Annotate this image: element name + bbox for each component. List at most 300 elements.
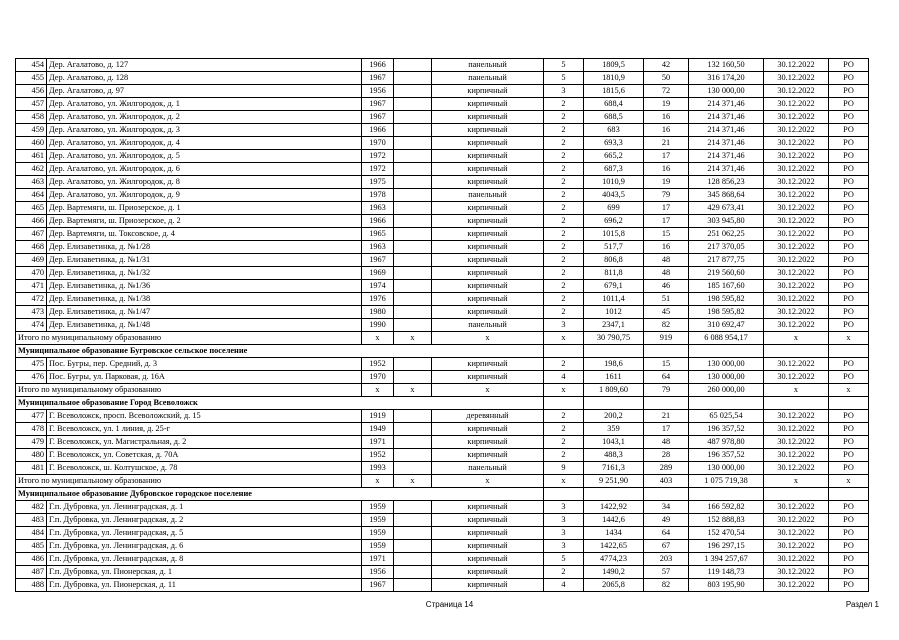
area-cell: 1010,9 (584, 176, 644, 189)
apartments-cell: 64 (644, 371, 689, 384)
year-cell: 1972 (362, 150, 394, 163)
address-cell: Дер. Агалатово, ул. Жилгородок, д. 3 (47, 124, 362, 137)
material-cell: панельный (432, 462, 544, 475)
floors-cell: 2 (544, 215, 584, 228)
extra-cell (394, 254, 432, 267)
table-row (16, 267, 869, 280)
row-number: 486 (16, 553, 47, 566)
floors-cell: 3 (544, 540, 584, 553)
type-cell: РО (829, 98, 869, 111)
address-cell: Дер. Агалатово, ул. Жилгородок, д. 2 (47, 111, 362, 124)
material-cell: кирпичный (432, 163, 544, 176)
floors-cell: 2 (544, 202, 584, 215)
type-cell: РО (829, 410, 869, 423)
date-cell: 30.12.2022 (764, 410, 829, 423)
date-cell: x (764, 332, 829, 345)
row-number: 481 (16, 462, 47, 475)
extra-cell (394, 280, 432, 293)
apartments-cell: 48 (644, 436, 689, 449)
floors-cell: 2 (544, 280, 584, 293)
date-cell: 30.12.2022 (764, 527, 829, 540)
address-cell: Дер. Агалатово, ул. Жилгородок, д. 6 (47, 163, 362, 176)
year-cell: 1919 (362, 410, 394, 423)
empty-cell (689, 397, 764, 410)
date-cell: 30.12.2022 (764, 98, 829, 111)
row-number: 482 (16, 501, 47, 514)
year-cell: 1980 (362, 306, 394, 319)
material-cell: кирпичный (432, 293, 544, 306)
year-cell: 1959 (362, 527, 394, 540)
extra-cell (394, 189, 432, 202)
year-cell: 1966 (362, 124, 394, 137)
area-cell: 679,1 (584, 280, 644, 293)
material-cell: деревянный (432, 410, 544, 423)
year-cell: 1971 (362, 553, 394, 566)
apartments-cell: 17 (644, 423, 689, 436)
address-cell: Г.п. Дубровка, ул. Ленинградская, д. 8 (47, 553, 362, 566)
apartments-cell: 72 (644, 85, 689, 98)
year-cell: 1966 (362, 215, 394, 228)
floors-cell: 5 (544, 59, 584, 72)
area-cell: 9 251,90 (584, 475, 644, 488)
floors-cell: 2 (544, 254, 584, 267)
year-cell: 1970 (362, 371, 394, 384)
type-cell: РО (829, 306, 869, 319)
table-row (16, 137, 869, 150)
area-cell: 2065,8 (584, 579, 644, 592)
address-cell: Дер. Елизаветинка, д. №1/48 (47, 319, 362, 332)
floors-cell: 2 (544, 293, 584, 306)
extra-cell (394, 462, 432, 475)
table-row (16, 202, 869, 215)
page-number: Страница 14 (425, 600, 474, 609)
empty-cell (764, 397, 829, 410)
year-cell: 1967 (362, 579, 394, 592)
empty-cell (764, 345, 829, 358)
table-row (16, 59, 869, 72)
address-cell: Дер. Елизаветинка, д. №1/28 (47, 241, 362, 254)
address-cell: Г.п. Дубровка, ул. Пионерская, д. 1 (47, 566, 362, 579)
apartments-cell: 82 (644, 319, 689, 332)
row-number: 458 (16, 111, 47, 124)
table-row (16, 514, 869, 527)
table-row (16, 293, 869, 306)
address-cell: Дер. Елизаветинка, д. №1/36 (47, 280, 362, 293)
type-cell: РО (829, 163, 869, 176)
cost-cell: 6 088 954,17 (689, 332, 764, 345)
table-row (16, 436, 869, 449)
address-cell: Г.п. Дубровка, ул. Пионерская, д. 11 (47, 579, 362, 592)
apartments-cell: 49 (644, 514, 689, 527)
date-cell: 30.12.2022 (764, 436, 829, 449)
extra-cell (394, 163, 432, 176)
apartments-cell: 17 (644, 215, 689, 228)
cost-cell: 214 371,46 (689, 98, 764, 111)
extra-cell (394, 553, 432, 566)
empty-cell (829, 345, 869, 358)
extra-cell: x (394, 475, 432, 488)
table-row (16, 449, 869, 462)
address-cell: Г.п. Дубровка, ул. Ленинградская, д. 1 (47, 501, 362, 514)
section-title: Муниципальное образование Город Всеволожск (16, 397, 544, 410)
year-cell: x (362, 384, 394, 397)
address-cell: Г. Всеволожск, просп. Всеволожский, д. 15 (47, 410, 362, 423)
row-number: 462 (16, 163, 47, 176)
row-number: 472 (16, 293, 47, 306)
year-cell: 1967 (362, 98, 394, 111)
table-row (16, 254, 869, 267)
type-cell: РО (829, 59, 869, 72)
table-row (16, 280, 869, 293)
row-number: 456 (16, 85, 47, 98)
row-number: 461 (16, 150, 47, 163)
floors-cell: 2 (544, 241, 584, 254)
row-number: 475 (16, 358, 47, 371)
area-cell: 1611 (584, 371, 644, 384)
row-number: 476 (16, 371, 47, 384)
address-cell: Дер. Агалатово, ул. Жилгородок, д. 9 (47, 189, 362, 202)
row-number: 478 (16, 423, 47, 436)
date-cell: 30.12.2022 (764, 280, 829, 293)
apartments-cell: 48 (644, 254, 689, 267)
extra-cell (394, 436, 432, 449)
apartments-cell: 403 (644, 475, 689, 488)
type-cell: РО (829, 553, 869, 566)
table-row (16, 540, 869, 553)
year-cell: 1965 (362, 228, 394, 241)
apartments-cell: 34 (644, 501, 689, 514)
cost-cell: 119 148,73 (689, 566, 764, 579)
extra-cell (394, 371, 432, 384)
cost-cell: 130 000,00 (689, 358, 764, 371)
apartments-cell: 67 (644, 540, 689, 553)
extra-cell (394, 566, 432, 579)
year-cell: 1956 (362, 85, 394, 98)
year-cell: 1959 (362, 540, 394, 553)
material-cell: кирпичный (432, 514, 544, 527)
year-cell: x (362, 332, 394, 345)
cost-cell: 1 075 719,38 (689, 475, 764, 488)
extra-cell (394, 319, 432, 332)
apartments-cell: 289 (644, 462, 689, 475)
address-cell: Дер. Агалатово, ул. Жилгородок, д. 4 (47, 137, 362, 150)
cost-cell: 185 167,60 (689, 280, 764, 293)
cost-cell: 345 868,64 (689, 189, 764, 202)
material-cell: панельный (432, 189, 544, 202)
empty-cell (644, 397, 689, 410)
row-number: 487 (16, 566, 47, 579)
address-cell: Г.п. Дубровка, ул. Ленинградская, д. 5 (47, 527, 362, 540)
year-cell: 1971 (362, 436, 394, 449)
floors-cell: 2 (544, 111, 584, 124)
cost-cell: 303 945,80 (689, 215, 764, 228)
row-number: 467 (16, 228, 47, 241)
year-cell: 1952 (362, 358, 394, 371)
floors-cell: 2 (544, 228, 584, 241)
apartments-cell: 82 (644, 579, 689, 592)
floors-cell: 3 (544, 501, 584, 514)
address-cell: Дер. Агалатово, д. 127 (47, 59, 362, 72)
floors-cell: 2 (544, 163, 584, 176)
type-cell: РО (829, 85, 869, 98)
material-cell: панельный (432, 72, 544, 85)
address-cell: Дер. Елизаветинка, д. №1/47 (47, 306, 362, 319)
area-cell: 1815,6 (584, 85, 644, 98)
type-cell: РО (829, 371, 869, 384)
area-cell: 688,5 (584, 111, 644, 124)
cost-cell: 214 371,46 (689, 124, 764, 137)
area-cell: 517,7 (584, 241, 644, 254)
date-cell: 30.12.2022 (764, 358, 829, 371)
cost-cell: 128 856,23 (689, 176, 764, 189)
table-row (16, 358, 869, 371)
material-cell: кирпичный (432, 85, 544, 98)
type-cell: РО (829, 150, 869, 163)
type-cell: РО (829, 579, 869, 592)
cost-cell: 214 371,46 (689, 137, 764, 150)
empty-cell (584, 345, 644, 358)
table-row (16, 553, 869, 566)
empty-cell (829, 397, 869, 410)
type-cell: РО (829, 189, 869, 202)
row-number: 484 (16, 527, 47, 540)
table-row (16, 85, 869, 98)
year-cell: 1963 (362, 202, 394, 215)
type-cell: РО (829, 137, 869, 150)
material-cell: кирпичный (432, 436, 544, 449)
extra-cell: x (394, 384, 432, 397)
address-cell: Дер. Агалатово, д. 97 (47, 85, 362, 98)
date-cell: 30.12.2022 (764, 137, 829, 150)
floors-cell: 3 (544, 514, 584, 527)
extra-cell (394, 137, 432, 150)
area-cell: 1810,9 (584, 72, 644, 85)
area-cell: 1809,5 (584, 59, 644, 72)
area-cell: 1490,2 (584, 566, 644, 579)
material-cell: кирпичный (432, 176, 544, 189)
address-cell: Дер. Елизаветинка, д. №1/38 (47, 293, 362, 306)
type-cell: РО (829, 566, 869, 579)
row-number: 488 (16, 579, 47, 592)
area-cell: 687,3 (584, 163, 644, 176)
type-cell: РО (829, 241, 869, 254)
apartments-cell: 16 (644, 111, 689, 124)
floors-cell: 5 (544, 72, 584, 85)
material-cell: кирпичный (432, 449, 544, 462)
material-cell: кирпичный (432, 501, 544, 514)
table-row (16, 176, 869, 189)
date-cell: 30.12.2022 (764, 150, 829, 163)
date-cell: 30.12.2022 (764, 72, 829, 85)
cost-cell: 196 297,15 (689, 540, 764, 553)
area-cell: 359 (584, 423, 644, 436)
extra-cell (394, 124, 432, 137)
apartments-cell: 19 (644, 98, 689, 111)
date-cell: 30.12.2022 (764, 371, 829, 384)
area-cell: 4774,23 (584, 553, 644, 566)
year-cell: 1972 (362, 163, 394, 176)
row-number: 474 (16, 319, 47, 332)
row-number: 471 (16, 280, 47, 293)
date-cell: 30.12.2022 (764, 176, 829, 189)
date-cell: x (764, 475, 829, 488)
material-cell: кирпичный (432, 111, 544, 124)
apartments-cell: 17 (644, 150, 689, 163)
material-cell: кирпичный (432, 137, 544, 150)
empty-cell (584, 488, 644, 501)
cost-cell: 132 160,50 (689, 59, 764, 72)
area-cell: 1015,8 (584, 228, 644, 241)
cost-cell: 429 673,41 (689, 202, 764, 215)
apartments-cell: 15 (644, 228, 689, 241)
total-row (16, 384, 869, 397)
section-title: Муниципальное образование Дубровское городское поселение (16, 488, 544, 501)
type-cell: x (829, 332, 869, 345)
extra-cell (394, 579, 432, 592)
table-row (16, 215, 869, 228)
cost-cell: 217 370,05 (689, 241, 764, 254)
material-cell: кирпичный (432, 228, 544, 241)
date-cell: x (764, 384, 829, 397)
type-cell: РО (829, 293, 869, 306)
material-cell: панельный (432, 59, 544, 72)
empty-cell (689, 345, 764, 358)
date-cell: 30.12.2022 (764, 85, 829, 98)
type-cell: РО (829, 124, 869, 137)
area-cell: 1434 (584, 527, 644, 540)
type-cell: РО (829, 280, 869, 293)
floors-cell: 2 (544, 267, 584, 280)
cost-cell: 1 394 257,67 (689, 553, 764, 566)
cost-cell: 219 560,60 (689, 267, 764, 280)
row-number: 460 (16, 137, 47, 150)
cost-cell: 198 595,82 (689, 306, 764, 319)
extra-cell (394, 423, 432, 436)
cost-cell: 130 000,00 (689, 371, 764, 384)
address-cell: Дер. Агалатово, ул. Жилгородок, д. 5 (47, 150, 362, 163)
area-cell: 30 790,75 (584, 332, 644, 345)
row-number: 459 (16, 124, 47, 137)
extra-cell (394, 540, 432, 553)
address-cell: Пос. Бугры, ул. Парковая, д. 16А (47, 371, 362, 384)
date-cell: 30.12.2022 (764, 449, 829, 462)
table-row (16, 150, 869, 163)
material-cell: кирпичный (432, 540, 544, 553)
empty-cell (584, 397, 644, 410)
address-cell: Дер. Вартемяги, ш. Приозерское, д. 1 (47, 202, 362, 215)
area-cell: 2347,1 (584, 319, 644, 332)
total-row (16, 332, 869, 345)
empty-cell (644, 488, 689, 501)
type-cell: РО (829, 319, 869, 332)
row-number: 469 (16, 254, 47, 267)
year-cell: 1993 (362, 462, 394, 475)
cost-cell: 260 000,00 (689, 384, 764, 397)
date-cell: 30.12.2022 (764, 241, 829, 254)
material-cell: кирпичный (432, 371, 544, 384)
row-number: 457 (16, 98, 47, 111)
area-cell: 1442,6 (584, 514, 644, 527)
cost-cell: 316 174,20 (689, 72, 764, 85)
address-cell: Дер. Елизаветинка, д. №1/31 (47, 254, 362, 267)
date-cell: 30.12.2022 (764, 59, 829, 72)
year-cell: 1976 (362, 293, 394, 306)
floors-cell: 3 (544, 319, 584, 332)
area-cell: 4043,5 (584, 189, 644, 202)
table-row (16, 319, 869, 332)
table-row (16, 163, 869, 176)
row-number: 468 (16, 241, 47, 254)
table-row (16, 124, 869, 137)
material-cell: кирпичный (432, 423, 544, 436)
housing-register-sheet (15, 58, 868, 592)
floors-cell: 2 (544, 358, 584, 371)
extra-cell (394, 202, 432, 215)
material-cell: кирпичный (432, 358, 544, 371)
cost-cell: 152 888,83 (689, 514, 764, 527)
row-number: 466 (16, 215, 47, 228)
floors-cell: 2 (544, 423, 584, 436)
row-number: 454 (16, 59, 47, 72)
extra-cell (394, 98, 432, 111)
extra-cell (394, 501, 432, 514)
year-cell: 1975 (362, 176, 394, 189)
material-cell: кирпичный (432, 98, 544, 111)
date-cell: 30.12.2022 (764, 514, 829, 527)
row-number: 480 (16, 449, 47, 462)
type-cell: РО (829, 436, 869, 449)
floors-cell: 3 (544, 527, 584, 540)
area-cell: 1422,92 (584, 501, 644, 514)
extra-cell (394, 293, 432, 306)
date-cell: 30.12.2022 (764, 579, 829, 592)
address-cell: Дер. Вартемяги, ш. Токсовское, д. 4 (47, 228, 362, 241)
year-cell: 1949 (362, 423, 394, 436)
extra-cell (394, 176, 432, 189)
date-cell: 30.12.2022 (764, 319, 829, 332)
table-row (16, 306, 869, 319)
year-cell: 1952 (362, 449, 394, 462)
type-cell: РО (829, 72, 869, 85)
material-cell: кирпичный (432, 553, 544, 566)
table-row (16, 527, 869, 540)
material-cell: кирпичный (432, 215, 544, 228)
cost-cell: 214 371,46 (689, 150, 764, 163)
extra-cell (394, 306, 432, 319)
apartments-cell: 51 (644, 293, 689, 306)
extra-cell (394, 59, 432, 72)
year-cell: 1978 (362, 189, 394, 202)
type-cell: РО (829, 527, 869, 540)
floors-cell: 4 (544, 579, 584, 592)
date-cell: 30.12.2022 (764, 163, 829, 176)
cost-cell: 310 692,47 (689, 319, 764, 332)
area-cell: 1012 (584, 306, 644, 319)
material-cell: кирпичный (432, 124, 544, 137)
material-cell: кирпичный (432, 280, 544, 293)
date-cell: 30.12.2022 (764, 189, 829, 202)
floors-cell: 2 (544, 150, 584, 163)
area-cell: 1 809,60 (584, 384, 644, 397)
extra-cell (394, 514, 432, 527)
area-cell: 488,3 (584, 449, 644, 462)
material-cell: x (432, 332, 544, 345)
year-cell: x (362, 475, 394, 488)
material-cell: x (432, 384, 544, 397)
address-cell: Г. Всеволожск, ш. Колтушское, д. 78 (47, 462, 362, 475)
extra-cell (394, 215, 432, 228)
table-row (16, 579, 869, 592)
